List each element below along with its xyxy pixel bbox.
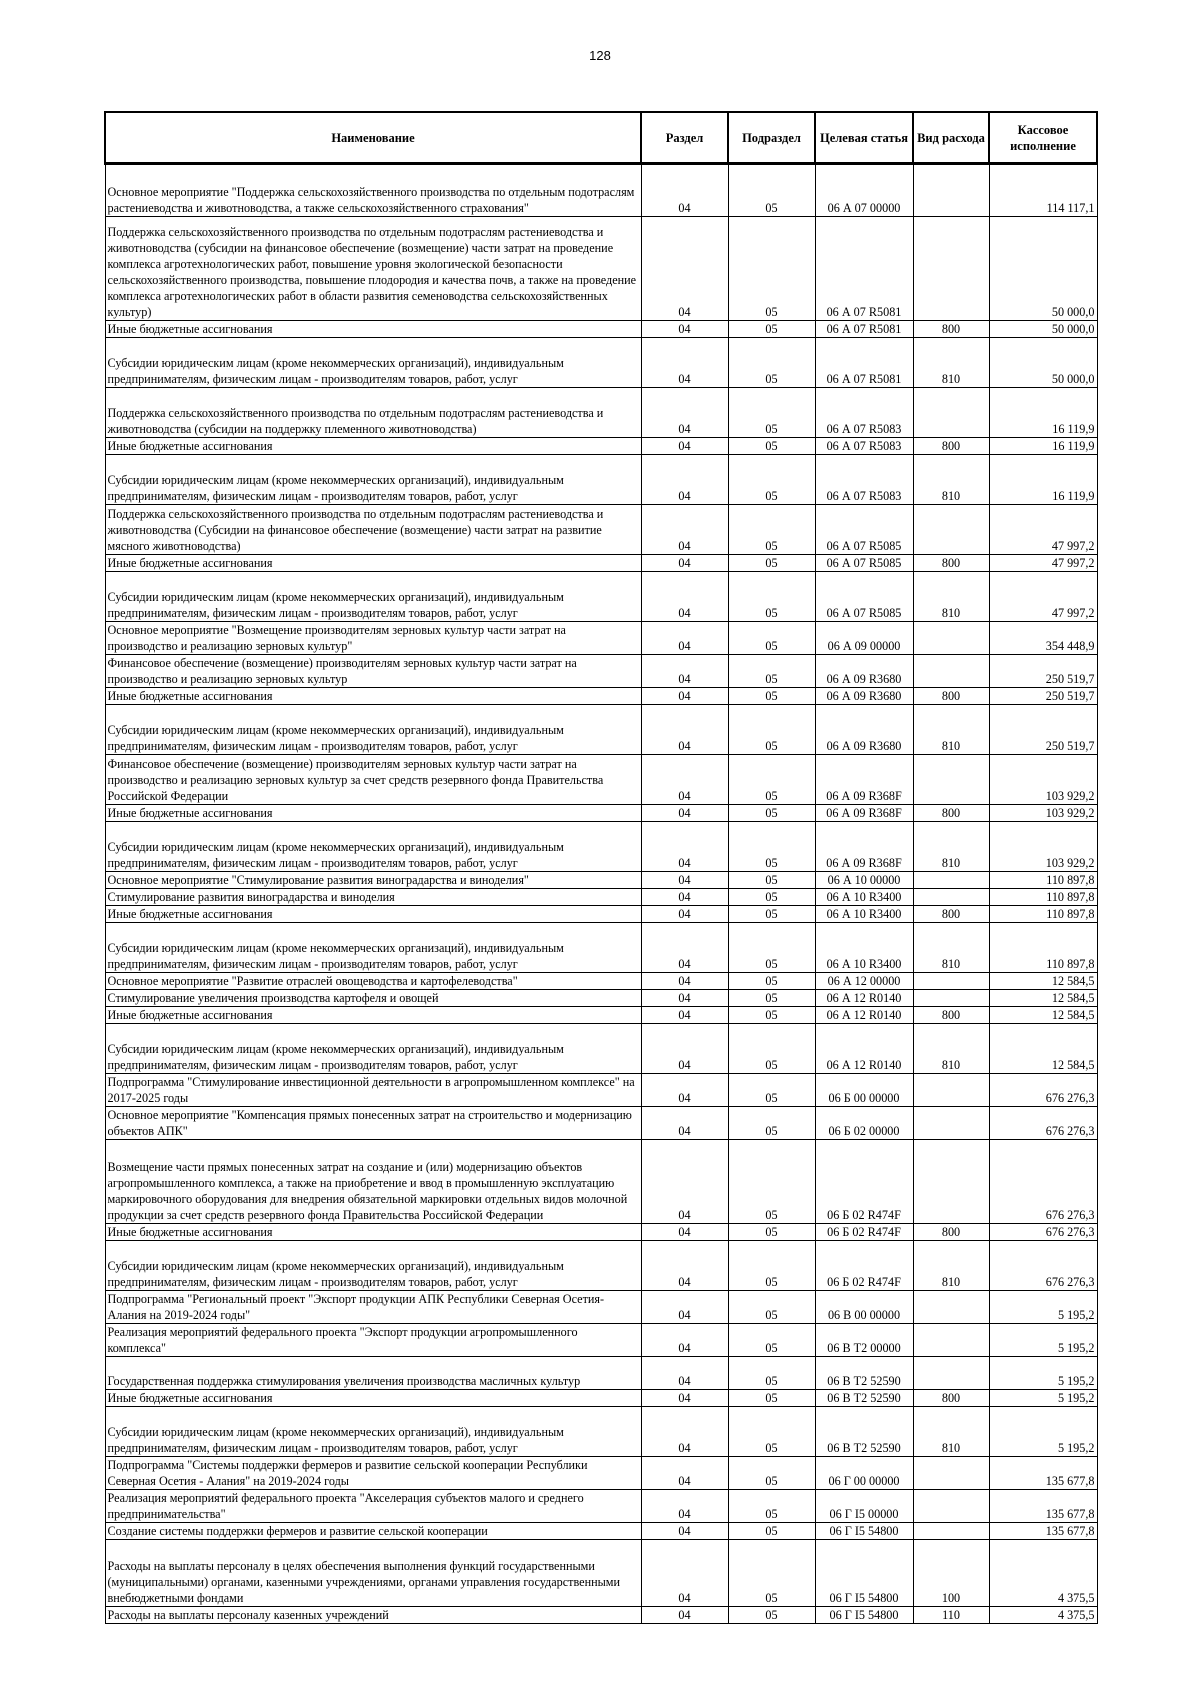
table-row [105, 1324, 1097, 1357]
cell-amount: 250 519,7 [989, 705, 1097, 755]
cell-subsection: 05 [728, 505, 815, 555]
cell-section: 04 [641, 1224, 728, 1241]
cell-target: 06 Г I5 54800 [815, 1607, 913, 1624]
cell-section: 04 [641, 1107, 728, 1140]
cell-section: 04 [641, 555, 728, 572]
cell-kind: 800 [913, 321, 989, 338]
cell-subsection: 05 [728, 990, 815, 1007]
column-header-amount: Кассовое исполнение [989, 112, 1097, 164]
cell-target: 06 А 07 R5083 [815, 438, 913, 455]
cell-target: 06 А 07 R5083 [815, 388, 913, 438]
cell-target: 06 А 07 R5085 [815, 555, 913, 572]
cell-section: 04 [641, 321, 728, 338]
cell-section: 04 [641, 1607, 728, 1624]
cell-target: 06 А 09 R368F [815, 755, 913, 805]
cell-section: 04 [641, 1241, 728, 1291]
cell-kind: 800 [913, 906, 989, 923]
cell-target: 06 А 12 R0140 [815, 1007, 913, 1024]
cell-target: 06 Г 00 00000 [815, 1457, 913, 1490]
cell-subsection: 05 [728, 321, 815, 338]
cell-target: 06 А 09 R3680 [815, 688, 913, 705]
cell-kind [913, 872, 989, 889]
table-row [105, 906, 1097, 923]
cell-amount: 110 897,8 [989, 923, 1097, 973]
cell-name: Иные бюджетные ассигнования [105, 1224, 641, 1241]
cell-subsection: 05 [728, 923, 815, 973]
cell-amount: 5 195,2 [989, 1357, 1097, 1390]
cell-subsection: 05 [728, 755, 815, 805]
cell-name: Стимулирование увеличения производства картофеля и овощей [105, 990, 641, 1007]
cell-target: 06 А 12 R0140 [815, 1024, 913, 1074]
cell-kind [913, 622, 989, 655]
cell-target: 06 Б 02 R474F [815, 1241, 913, 1291]
cell-section: 04 [641, 688, 728, 705]
table-row [105, 622, 1097, 655]
cell-subsection: 05 [728, 705, 815, 755]
page-number: 128 [589, 48, 611, 63]
table-row [105, 1390, 1097, 1407]
cell-subsection: 05 [728, 338, 815, 388]
cell-target: 06 В Т2 00000 [815, 1324, 913, 1357]
cell-name: Финансовое обеспечение (возмещение) производителям зерновых культур части затрат на производство и реализацию зерновых культур [105, 655, 641, 688]
table-row [105, 164, 1097, 217]
cell-amount: 110 897,8 [989, 906, 1097, 923]
table-row [105, 321, 1097, 338]
cell-amount: 50 000,0 [989, 321, 1097, 338]
cell-section: 04 [641, 990, 728, 1007]
cell-subsection: 05 [728, 217, 815, 321]
cell-kind: 810 [913, 705, 989, 755]
cell-name: Реализация мероприятий федерального проекта "Экспорт продукции агропромышленного комплекса" [105, 1324, 641, 1357]
cell-amount: 5 195,2 [989, 1324, 1097, 1357]
cell-amount: 16 119,9 [989, 438, 1097, 455]
cell-section: 04 [641, 505, 728, 555]
table-row [105, 572, 1097, 622]
cell-name: Субсидии юридическим лицам (кроме некоммерческих организаций), индивидуальным предпринимателям, физическим лицам - производителям товаров, работ, услуг [105, 1024, 641, 1074]
cell-amount: 103 929,2 [989, 822, 1097, 872]
cell-target: 06 А 12 R0140 [815, 990, 913, 1007]
cell-subsection: 05 [728, 388, 815, 438]
cell-name: Иные бюджетные ассигнования [105, 321, 641, 338]
cell-amount: 4 375,5 [989, 1540, 1097, 1607]
cell-target: 06 Б 02 R474F [815, 1140, 913, 1224]
cell-target: 06 А 07 R5085 [815, 505, 913, 555]
cell-amount: 676 276,3 [989, 1140, 1097, 1224]
cell-target: 06 А 10 R3400 [815, 889, 913, 906]
table-row [105, 338, 1097, 388]
cell-kind [913, 1074, 989, 1107]
cell-name: Основное мероприятие "Компенсация прямых понесенных затрат на строительство и модернизацию объектов АПК" [105, 1107, 641, 1140]
table-row [105, 990, 1097, 1007]
cell-subsection: 05 [728, 1324, 815, 1357]
table-row [105, 655, 1097, 688]
cell-target: 06 А 09 R3680 [815, 655, 913, 688]
cell-section: 04 [641, 455, 728, 505]
cell-name: Основное мероприятие "Возмещение производителям зерновых культур части затрат на производство и реализацию зерновых культур" [105, 622, 641, 655]
cell-name: Субсидии юридическим лицам (кроме некоммерческих организаций), индивидуальным предпринимателям, физическим лицам - производителям товаров, работ, услуг [105, 1241, 641, 1291]
cell-name: Субсидии юридическим лицам (кроме некоммерческих организаций), индивидуальным предпринимателям, физическим лицам - производителям товаров, работ, услуг [105, 1407, 641, 1457]
table-row [105, 1490, 1097, 1523]
cell-amount: 676 276,3 [989, 1224, 1097, 1241]
cell-section: 04 [641, 1324, 728, 1357]
cell-target: 06 А 07 R5081 [815, 321, 913, 338]
cell-name: Финансовое обеспечение (возмещение) производителям зерновых культур части затрат на производство и реализацию зерновых культур за счет средств резервного фонда Правительства Российской Федерации [105, 755, 641, 805]
cell-subsection: 05 [728, 1523, 815, 1540]
cell-kind [913, 388, 989, 438]
cell-name: Подпрограмма "Стимулирование инвестиционной деятельности в агропромышленном комплексе" на 2017-2025 годы [105, 1074, 641, 1107]
cell-kind: 800 [913, 555, 989, 572]
cell-amount: 12 584,5 [989, 1007, 1097, 1024]
cell-subsection: 05 [728, 1024, 815, 1074]
cell-name: Основное мероприятие "Поддержка сельскохозяйственного производства по отдельным подотраслям растениеводства и животноводства, а также сельскохозяйственного страхования" [105, 164, 641, 217]
cell-subsection: 05 [728, 1107, 815, 1140]
cell-subsection: 05 [728, 973, 815, 990]
table-row [105, 1107, 1097, 1140]
cell-section: 04 [641, 1357, 728, 1390]
cell-amount: 50 000,0 [989, 217, 1097, 321]
table-row [105, 872, 1097, 889]
cell-amount: 47 997,2 [989, 572, 1097, 622]
cell-kind [913, 973, 989, 990]
table-header-row [105, 112, 1097, 164]
cell-name: Субсидии юридическим лицам (кроме некоммерческих организаций), индивидуальным предпринимателям, физическим лицам - производителям товаров, работ, услуг [105, 923, 641, 973]
cell-kind: 110 [913, 1607, 989, 1624]
cell-kind: 810 [913, 1241, 989, 1291]
cell-name: Иные бюджетные ассигнования [105, 1390, 641, 1407]
cell-amount: 103 929,2 [989, 805, 1097, 822]
cell-target: 06 А 07 R5081 [815, 217, 913, 321]
cell-section: 04 [641, 705, 728, 755]
cell-subsection: 05 [728, 1007, 815, 1024]
cell-kind: 800 [913, 688, 989, 705]
table-row [105, 805, 1097, 822]
table-row [105, 455, 1097, 505]
cell-name: Субсидии юридическим лицам (кроме некоммерческих организаций), индивидуальным предпринимателям, физическим лицам - производителям товаров, работ, услуг [105, 455, 641, 505]
cell-kind [913, 505, 989, 555]
cell-kind: 810 [913, 1024, 989, 1074]
cell-kind [913, 990, 989, 1007]
cell-amount: 47 997,2 [989, 505, 1097, 555]
cell-section: 04 [641, 622, 728, 655]
cell-kind: 800 [913, 438, 989, 455]
cell-name: Стимулирование развития виноградарства и виноделия [105, 889, 641, 906]
cell-name: Создание системы поддержки фермеров и развитие сельской кооперации [105, 1523, 641, 1540]
cell-kind [913, 1140, 989, 1224]
cell-kind: 800 [913, 1224, 989, 1241]
table-row [105, 1407, 1097, 1457]
cell-name: Субсидии юридическим лицам (кроме некоммерческих организаций), индивидуальным предпринимателям, физическим лицам - производителям товаров, работ, услуг [105, 705, 641, 755]
cell-subsection: 05 [728, 1357, 815, 1390]
table-row [105, 505, 1097, 555]
cell-section: 04 [641, 1407, 728, 1457]
cell-amount: 354 448,9 [989, 622, 1097, 655]
cell-name: Подпрограмма "Системы поддержки фермеров и развитие сельской кооперации Республики Северная Осетия - Алания" на 2019-2024 годы [105, 1457, 641, 1490]
cell-kind [913, 1107, 989, 1140]
table-row [105, 923, 1097, 973]
cell-amount: 110 897,8 [989, 889, 1097, 906]
cell-section: 04 [641, 572, 728, 622]
cell-target: 06 Г I5 00000 [815, 1490, 913, 1523]
cell-subsection: 05 [728, 455, 815, 505]
cell-subsection: 05 [728, 906, 815, 923]
cell-kind: 100 [913, 1540, 989, 1607]
cell-amount: 5 195,2 [989, 1407, 1097, 1457]
cell-subsection: 05 [728, 438, 815, 455]
column-header-name: Наименование [105, 112, 641, 164]
cell-kind: 800 [913, 1390, 989, 1407]
cell-target: 06 А 07 00000 [815, 164, 913, 217]
cell-subsection: 05 [728, 805, 815, 822]
cell-section: 04 [641, 1390, 728, 1407]
column-header-section: Раздел [641, 112, 728, 164]
cell-subsection: 05 [728, 1291, 815, 1324]
table-row [105, 1024, 1097, 1074]
cell-kind: 800 [913, 805, 989, 822]
cell-name: Субсидии юридическим лицам (кроме некоммерческих организаций), индивидуальным предпринимателям, физическим лицам - производителям товаров, работ, услуг [105, 338, 641, 388]
cell-subsection: 05 [728, 1407, 815, 1457]
table-row [105, 388, 1097, 438]
table-row [105, 1607, 1097, 1624]
cell-target: 06 В Т2 52590 [815, 1357, 913, 1390]
table-row [105, 1241, 1097, 1291]
cell-subsection: 05 [728, 1540, 815, 1607]
cell-name: Реализация мероприятий федерального проекта "Акселерация субъектов малого и среднего предпринимательства" [105, 1490, 641, 1523]
cell-subsection: 05 [728, 872, 815, 889]
table-row [105, 822, 1097, 872]
cell-kind [913, 1490, 989, 1523]
cell-section: 04 [641, 388, 728, 438]
cell-amount: 16 119,9 [989, 388, 1097, 438]
cell-section: 04 [641, 438, 728, 455]
table-row [105, 973, 1097, 990]
table-row [105, 1291, 1097, 1324]
cell-section: 04 [641, 923, 728, 973]
table-row [105, 217, 1097, 321]
cell-subsection: 05 [728, 622, 815, 655]
table-row [105, 1007, 1097, 1024]
cell-target: 06 Б 02 00000 [815, 1107, 913, 1140]
cell-amount: 47 997,2 [989, 555, 1097, 572]
cell-section: 04 [641, 1457, 728, 1490]
cell-kind: 800 [913, 1007, 989, 1024]
cell-amount: 135 677,8 [989, 1457, 1097, 1490]
cell-kind [913, 217, 989, 321]
cell-section: 04 [641, 164, 728, 217]
cell-section: 04 [641, 889, 728, 906]
cell-kind: 810 [913, 455, 989, 505]
cell-amount: 676 276,3 [989, 1074, 1097, 1107]
table-row [105, 688, 1097, 705]
cell-amount: 110 897,8 [989, 872, 1097, 889]
cell-kind [913, 755, 989, 805]
cell-target: 06 В Т2 52590 [815, 1390, 913, 1407]
cell-amount: 5 195,2 [989, 1390, 1097, 1407]
cell-amount: 250 519,7 [989, 655, 1097, 688]
cell-amount: 250 519,7 [989, 688, 1097, 705]
cell-subsection: 05 [728, 1390, 815, 1407]
cell-section: 04 [641, 1007, 728, 1024]
table-row [105, 1357, 1097, 1390]
table-row [105, 1457, 1097, 1490]
cell-amount: 676 276,3 [989, 1241, 1097, 1291]
cell-amount: 50 000,0 [989, 338, 1097, 388]
cell-target: 06 А 07 R5083 [815, 455, 913, 505]
cell-target: 06 А 10 R3400 [815, 906, 913, 923]
cell-target: 06 А 09 R368F [815, 822, 913, 872]
cell-amount: 676 276,3 [989, 1107, 1097, 1140]
cell-amount: 16 119,9 [989, 455, 1097, 505]
cell-kind: 810 [913, 1407, 989, 1457]
cell-kind [913, 1523, 989, 1540]
cell-target: 06 А 10 R3400 [815, 923, 913, 973]
cell-kind: 810 [913, 923, 989, 973]
cell-section: 04 [641, 872, 728, 889]
cell-subsection: 05 [728, 889, 815, 906]
cell-subsection: 05 [728, 822, 815, 872]
cell-target: 06 А 09 00000 [815, 622, 913, 655]
cell-subsection: 05 [728, 572, 815, 622]
cell-kind: 810 [913, 822, 989, 872]
table-row [105, 1224, 1097, 1241]
table-row [105, 555, 1097, 572]
cell-amount: 135 677,8 [989, 1523, 1097, 1540]
cell-kind: 810 [913, 572, 989, 622]
cell-section: 04 [641, 1540, 728, 1607]
cell-section: 04 [641, 755, 728, 805]
cell-section: 04 [641, 1024, 728, 1074]
cell-name: Расходы на выплаты персоналу в целях обеспечения выполнения функций государственными (муниципальными) органами, казенными учреждениями, органами управления государственными внебюджетными фондами [105, 1540, 641, 1607]
table-row [105, 755, 1097, 805]
cell-section: 04 [641, 1291, 728, 1324]
table-row [105, 889, 1097, 906]
cell-subsection: 05 [728, 1490, 815, 1523]
cell-section: 04 [641, 1523, 728, 1540]
cell-section: 04 [641, 906, 728, 923]
table-row [105, 1140, 1097, 1224]
cell-section: 04 [641, 1140, 728, 1224]
cell-subsection: 05 [728, 688, 815, 705]
column-header-target: Целевая статья [815, 112, 913, 164]
cell-target: 06 Б 02 R474F [815, 1224, 913, 1241]
table-body [105, 164, 1097, 1624]
cell-section: 04 [641, 217, 728, 321]
cell-section: 04 [641, 1074, 728, 1107]
cell-name: Основное мероприятие "Развитие отраслей овощеводства и картофелеводства" [105, 973, 641, 990]
cell-name: Иные бюджетные ассигнования [105, 555, 641, 572]
cell-name: Субсидии юридическим лицам (кроме некоммерческих организаций), индивидуальным предпринимателям, физическим лицам - производителям товаров, работ, услуг [105, 822, 641, 872]
cell-subsection: 05 [728, 164, 815, 217]
cell-amount: 12 584,5 [989, 1024, 1097, 1074]
cell-target: 06 В Т2 52590 [815, 1407, 913, 1457]
cell-subsection: 05 [728, 655, 815, 688]
cell-target: 06 Г I5 54800 [815, 1523, 913, 1540]
cell-name: Иные бюджетные ассигнования [105, 805, 641, 822]
cell-subsection: 05 [728, 1140, 815, 1224]
table-row [105, 1074, 1097, 1107]
cell-kind [913, 1324, 989, 1357]
cell-target: 06 Б 00 00000 [815, 1074, 913, 1107]
cell-name: Иные бюджетные ассигнования [105, 438, 641, 455]
budget-table [104, 111, 1098, 1624]
cell-amount: 103 929,2 [989, 755, 1097, 805]
cell-amount: 12 584,5 [989, 990, 1097, 1007]
cell-amount: 114 117,1 [989, 164, 1097, 217]
cell-name: Возмещение части прямых понесенных затрат на создание и (или) модернизацию объектов агропромышленного комплекса, а также на приобретение и ввод в промышленную эксплуатацию маркировочного оборудования для внедрения обязательной маркировки отдельных видов молочной продукции за счет средств резервного фонда Правительства Российской Федерации [105, 1140, 641, 1224]
cell-section: 04 [641, 655, 728, 688]
cell-section: 04 [641, 338, 728, 388]
cell-name: Основное мероприятие "Стимулирование развития виноградарства и виноделия" [105, 872, 641, 889]
cell-subsection: 05 [728, 555, 815, 572]
cell-target: 06 А 10 00000 [815, 872, 913, 889]
cell-name: Иные бюджетные ассигнования [105, 1007, 641, 1024]
cell-subsection: 05 [728, 1241, 815, 1291]
cell-kind: 810 [913, 338, 989, 388]
table-row [105, 1523, 1097, 1540]
cell-target: 06 А 07 R5085 [815, 572, 913, 622]
table-row [105, 705, 1097, 755]
cell-target: 06 А 09 R368F [815, 805, 913, 822]
cell-target: 06 А 09 R3680 [815, 705, 913, 755]
cell-target: 06 А 12 00000 [815, 973, 913, 990]
cell-subsection: 05 [728, 1224, 815, 1241]
cell-kind [913, 1291, 989, 1324]
cell-name: Поддержка сельскохозяйственного производства по отдельным подотраслям растениеводства и животноводства (субсидии на поддержку племенного животноводства) [105, 388, 641, 438]
cell-amount: 5 195,2 [989, 1291, 1097, 1324]
cell-name: Субсидии юридическим лицам (кроме некоммерческих организаций), индивидуальным предпринимателям, физическим лицам - производителям товаров, работ, услуг [105, 572, 641, 622]
cell-section: 04 [641, 805, 728, 822]
column-header-subsection: Подраздел [728, 112, 815, 164]
table-row [105, 438, 1097, 455]
cell-amount: 135 677,8 [989, 1490, 1097, 1523]
cell-name: Иные бюджетные ассигнования [105, 906, 641, 923]
cell-name: Иные бюджетные ассигнования [105, 688, 641, 705]
cell-amount: 12 584,5 [989, 973, 1097, 990]
cell-target: 06 А 07 R5081 [815, 338, 913, 388]
cell-subsection: 05 [728, 1607, 815, 1624]
cell-section: 04 [641, 973, 728, 990]
cell-kind [913, 655, 989, 688]
cell-target: 06 Г I5 54800 [815, 1540, 913, 1607]
cell-name: Государственная поддержка стимулирования увеличения производства масличных культур [105, 1357, 641, 1390]
cell-section: 04 [641, 822, 728, 872]
cell-amount: 4 375,5 [989, 1607, 1097, 1624]
column-header-kind: Вид расхода [913, 112, 989, 164]
cell-kind [913, 1457, 989, 1490]
cell-kind [913, 889, 989, 906]
cell-name: Поддержка сельскохозяйственного производства по отдельным подотраслям растениеводства и животноводства (Субсидии на финансовое обеспечение (возмещение) части затрат на развитие мясного животноводства) [105, 505, 641, 555]
cell-kind [913, 164, 989, 217]
cell-kind [913, 1357, 989, 1390]
cell-name: Подпрограмма "Региональный проект "Экспорт продукции АПК Республики Северная Осетия-Алания на 2019-2024 годы" [105, 1291, 641, 1324]
cell-subsection: 05 [728, 1457, 815, 1490]
cell-subsection: 05 [728, 1074, 815, 1107]
cell-section: 04 [641, 1490, 728, 1523]
table-row [105, 1540, 1097, 1607]
cell-name: Расходы на выплаты персоналу казенных учреждений [105, 1607, 641, 1624]
cell-target: 06 В 00 00000 [815, 1291, 913, 1324]
cell-name: Поддержка сельскохозяйственного производства по отдельным подотраслям растениеводства и животноводства (субсидии на финансовое обеспечение (возмещение) части затрат на проведение комплекса агротехнологических работ, повышение уровня экологической безопасности сельскохозяйственного производства, повышение плодородия и качества почв, а также на проведение комплекса агротехнологических работ в области развития семеноводства сельскохозяйственных культур) [105, 217, 641, 321]
